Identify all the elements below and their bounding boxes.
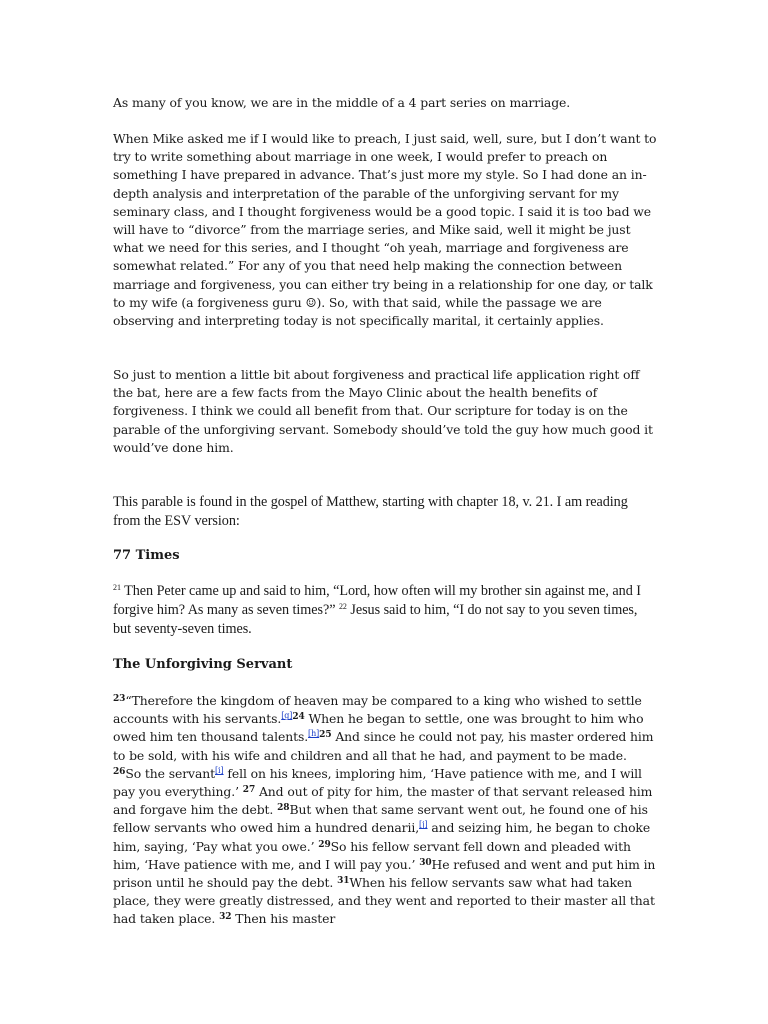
verse-text: and seizing him, he began to choke him, saying, ‘Pay what you owe.’ xyxy=(113,820,651,854)
verse-number: 32 xyxy=(219,912,232,923)
paragraph-parable-source: This parable is found in the gospel of Matthew, starting with chapter 18, v. 21. I am reading from the ESV version: xyxy=(113,494,628,529)
verse-text: And out of pity for him, the master of that servant released him and forgave him the debt. xyxy=(113,784,653,818)
verses-21-22 xyxy=(113,582,657,638)
verse-text: But when that same servant went out, he found one of his fellow servants who owed him a hundred denarii, xyxy=(113,802,648,836)
verse-number: 29 xyxy=(318,839,331,850)
verse-number: 21 xyxy=(113,583,121,592)
verse-number: 22 xyxy=(338,601,347,611)
paragraph-forgiveness-facts: So just to mention a little bit about forgiveness and practical life application right off the bat, here are a few facts from the Mayo Clinic about the health benefits of forgiveness. I think we could all benefit from that. Our scripture for today is on the parable of the unforgiving servant. Somebody should’ve told the guy how much good it would’ve done him. xyxy=(113,367,653,455)
verse-text: And since he could not pay, his master ordered him to be sold, with his wife and children and all that he had, and payment to be made. xyxy=(113,729,654,763)
verse-text: So his fellow servant fell down and pleaded with him, ‘Have patience with me, and I will pay you.’ xyxy=(113,838,631,872)
verse-number: 30 xyxy=(419,857,432,868)
verse-text: “Therefore the kingdom of heaven may be compared to a king who wished to settle accounts with his servants. xyxy=(113,693,642,727)
verse-number: 24 xyxy=(292,712,305,723)
verse-number: 26 xyxy=(113,766,126,777)
footnote-link[interactable]: [j] xyxy=(419,820,428,830)
paragraph-mike-preach: When Mike asked me if I would like to preach, I just said, well, sure, but I don’t want to try to write something about marriage in one week, I would prefer to preach on something I have prepared in advance. That’s just more my style. So I had done an in-depth analysis and interpretation of the parable of the unforgiving servant for my seminary class, and I thought forgiveness would be a good topic. I said it is too bad we will have to “divorce” from the marriage series, and Mike said, well it might be just what we need for this series, and I thought “oh yeah, marriage and forgiveness are somewhat related.” For any of you that need help making the connection between marriage and forgiveness, you can either try being in a relationship for one day, or talk to my wife (a forgiveness guru ☺). So, with that said, while the passage we are observing and interpreting today is not specifically marital, it certainly applies. xyxy=(113,131,657,329)
section-heading-77-times: 77 Times xyxy=(113,548,180,563)
verse-number: 23 xyxy=(113,694,126,704)
footnote-link[interactable]: [g] xyxy=(281,711,293,721)
verse-number: 25 xyxy=(319,730,332,741)
footnote-link[interactable]: [h] xyxy=(308,729,320,739)
verse-text: fell on his knees, imploring him, ‘Have patience with me, and I will pay you everything.’ xyxy=(113,765,642,800)
verse-number: 28 xyxy=(277,803,290,814)
verse-text: Then his master xyxy=(231,911,336,927)
verse-text: Then Peter came up and said to him, “Lord, how often will my brother sin against me, and I forgive him? As many as seven times?” xyxy=(113,583,641,618)
verse-number: 27 xyxy=(242,785,256,796)
footnote-link[interactable]: [i] xyxy=(215,765,224,775)
verse-text: When he began to settle, one was brought to him who owed him ten thousand talents. xyxy=(113,711,644,745)
verse-text: When his fellow servants saw what had taken place, they were greatly distressed, and they went and reported to their master all that had taken place. xyxy=(113,875,655,927)
verse-text: So the servant xyxy=(125,765,216,781)
intro-paragraph: As many of you know, we are in the middle of a 4 part series on marriage. xyxy=(113,95,571,110)
section-heading-unforgiving-servant: The Unforgiving Servant xyxy=(113,657,293,672)
verse-number: 31 xyxy=(337,876,350,887)
verse-text: He refused and went and put him in prison until he should pay the debt. xyxy=(113,856,656,891)
passage-verses-23-32 xyxy=(113,692,657,929)
verse-text: Jesus said to him, “I do not say to you seven times, but seventy-seven times. xyxy=(113,601,638,637)
